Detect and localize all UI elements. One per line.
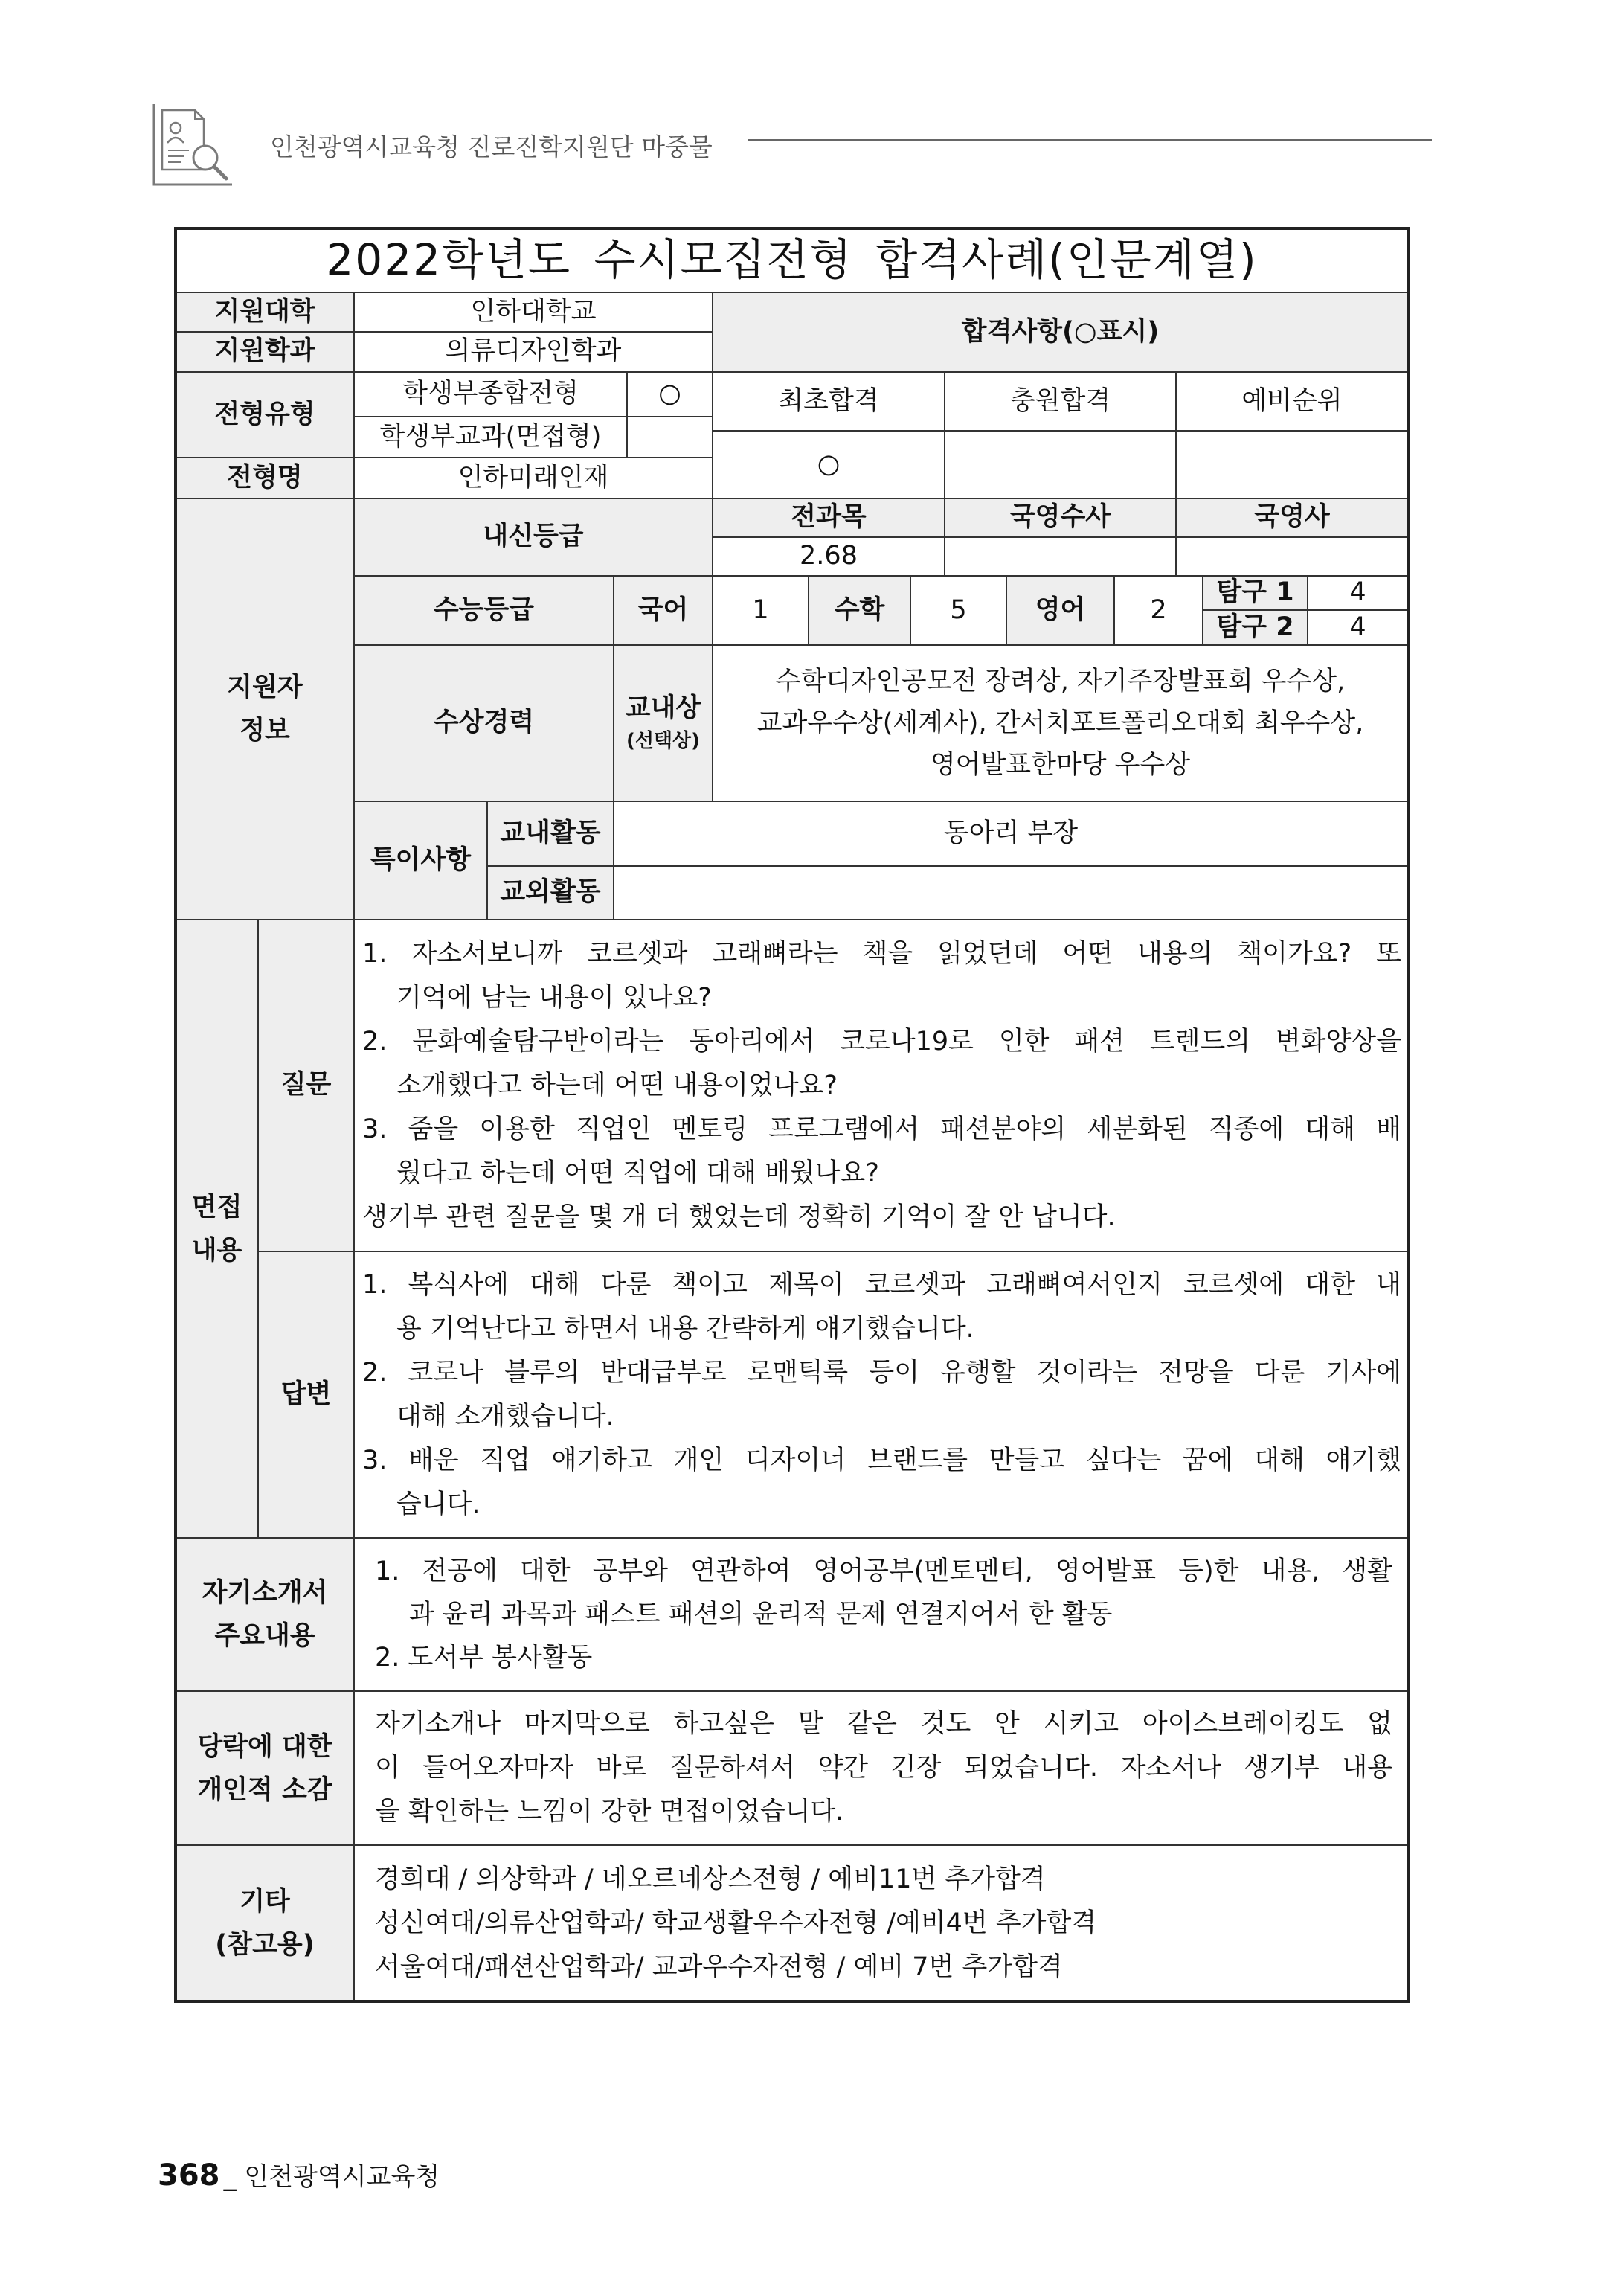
gpa-value-kes — [1175, 536, 1409, 577]
self-intro-1-line-1: 1. 전공에 대한 공부와 연관하여 영어공부(멘토멘티, 영어발표 등)한 내용, 생활 — [375, 1556, 1392, 1586]
self-intro-content — [353, 1537, 1409, 1692]
university-label: 지원대학 — [175, 292, 355, 333]
csat-inquiry-2-value: 4 — [1307, 609, 1409, 646]
impression-line-3: 을 확인하는 느낌이 강한 면접이었습니다. — [375, 1797, 844, 1827]
awards-label: 수상경력 — [353, 644, 614, 802]
answer-2-line-1: 2. 코로나 블루의 반대급부로 로맨틱룩 등이 유행할 것이라는 전망을 다룬 기사에 — [362, 1357, 1401, 1388]
awards-category-label: 교내상 — [625, 693, 701, 723]
csat-inquiry-1-value: 4 — [1307, 575, 1409, 611]
gpa-label: 내신등급 — [353, 498, 713, 577]
awards-category — [613, 644, 713, 802]
admission-type-1: 학생부종합전형 — [353, 371, 628, 417]
title-cell — [175, 228, 1409, 293]
other-label-line-1: 기타 — [240, 1887, 290, 1917]
result-col-additional: 충원합격 — [944, 371, 1177, 432]
applicant-info-label-line-2: 정보 — [240, 716, 290, 745]
admission-type-label: 전형유형 — [175, 371, 355, 458]
interview-label-line-2: 내용 — [191, 1235, 242, 1266]
result-mark-additional — [944, 430, 1177, 499]
gpa-col-all: 전과목 — [712, 498, 945, 538]
csat-korean-label: 국어 — [613, 575, 713, 646]
applicant-info-label-line-1: 지원자 — [227, 673, 303, 702]
awards-line: 수학디자인공모전 장려상, 자기주장발표회 우수상, — [775, 667, 1346, 696]
header-divider — [748, 139, 1432, 141]
impression-line-1: 자기소개나 마지막으로 하고싶은 말 같은 것도 안 시키고 아이스브레이킹도 없 — [375, 1709, 1392, 1739]
result-mark-waitlist — [1175, 430, 1409, 499]
question-2-line-2: 소개했다고 하는데 어떤 내용이었나요? — [396, 1070, 838, 1100]
gpa-col-kes: 국영사 — [1175, 498, 1409, 538]
self-intro-2-line-1: 2. 도서부 봉사활동 — [375, 1643, 593, 1673]
other-line-3: 서울여대/패션산업학과/ 교과우수자전형 / 예비 7번 추가합격 — [375, 1952, 1063, 1982]
other-label-line-2: (참고용) — [215, 1930, 315, 1960]
answer-3-line-1: 3. 배운 직업 얘기하고 개인 디자이너 브랜드를 만들고 싶다는 꿈에 대해 얘기했 — [362, 1445, 1401, 1475]
gpa-value-all: 2.68 — [712, 536, 945, 577]
impression-line-2: 이 들어오자마자 바로 질문하셔서 약간 긴장 되었습니다. 자소서나 생기부 내용 — [375, 1753, 1392, 1783]
csat-label: 수능등급 — [353, 575, 614, 646]
admission-type-1-mark: ○ — [626, 371, 713, 417]
question-3-line-1: 3. 줌을 이용한 직업인 멘토링 프로그램에서 패션분야의 세분화된 직종에 대해 배 — [362, 1114, 1401, 1144]
impression-label-line-1: 당락에 대한 — [197, 1731, 332, 1762]
csat-english-value: 2 — [1113, 575, 1203, 646]
answer-3-line-2: 습니다. — [396, 1489, 481, 1519]
admission-name-label: 전형명 — [175, 457, 355, 499]
result-mark-initial: ○ — [712, 430, 945, 499]
in-school-activity-label: 교내활동 — [486, 801, 614, 867]
gpa-col-kems: 국영수사 — [944, 498, 1177, 538]
answer-1-line-1: 1. 복식사에 대해 다룬 책이고 제목이 코르셋과 고래뼈여서인지 코르셋에 대한 내 — [362, 1269, 1401, 1300]
applicant-info-label — [175, 498, 355, 920]
in-school-activity-value: 동아리 부장 — [613, 801, 1409, 867]
header-org-text: 인천광역시교육청 진로진학지원단 마중물 — [270, 132, 713, 161]
gpa-value-kems — [944, 536, 1177, 577]
page-footer — [158, 2158, 440, 2193]
result-col-waitlist: 예비순위 — [1175, 371, 1409, 432]
department-value: 의류디자인학과 — [353, 331, 713, 373]
document-search-icon — [152, 104, 232, 187]
interview-label — [175, 919, 259, 1539]
impression-label — [175, 1690, 355, 1846]
out-school-activity-label: 교외활동 — [486, 865, 614, 920]
special-notes-label: 특이사항 — [353, 801, 488, 920]
out-school-activity-value — [613, 865, 1409, 920]
answers-label: 답변 — [257, 1251, 355, 1539]
interview-label-line-1: 면접 — [191, 1192, 242, 1222]
csat-korean-value: 1 — [712, 575, 809, 646]
other-content — [353, 1844, 1409, 2002]
awards-category-note: (선택상) — [626, 730, 701, 752]
csat-inquiry-2-label: 탐구 2 — [1202, 609, 1308, 646]
awards-line: 영어발표한마당 우수상 — [930, 750, 1191, 780]
other-line-2: 성신여대/의류산업학과/ 학교생활우수자전형 /예비4번 추가합격 — [375, 1908, 1097, 1938]
question-1-line-1: 1. 자소서보니까 코르셋과 고래뼈라는 책을 읽었던데 어떤 내용의 책이가요? 또 — [362, 938, 1401, 969]
university-value: 인하대학교 — [353, 292, 713, 333]
page-title: 2022학년도 수시모집전형 합격사례(인문계열) — [326, 234, 1258, 286]
awards-line: 교과우수상(세계사), 간서치포트폴리오대회 최우수상, — [756, 708, 1364, 738]
awards-content — [712, 644, 1409, 802]
self-intro-1-line-2: 과 윤리 과목과 패스트 패션의 윤리적 문제 연결지어서 한 활동 — [409, 1600, 1113, 1629]
answer-1-line-2: 용 기억난다고 하면서 내용 간략하게 얘기했습니다. — [396, 1313, 974, 1344]
answers-content — [353, 1251, 1409, 1539]
admission-name-value: 인하미래인재 — [353, 457, 713, 499]
self-intro-label — [175, 1537, 355, 1692]
questions-note: 생기부 관련 질문을 몇 개 더 했었는데 정확히 기억이 잘 안 납니다. — [362, 1202, 1116, 1232]
admission-type-2-mark — [626, 416, 713, 458]
footer-publisher: _ 인천광역시교육청 — [223, 2162, 440, 2192]
answer-2-line-2: 대해 소개했습니다. — [396, 1401, 614, 1431]
csat-math-value: 5 — [910, 575, 1007, 646]
questions-content — [353, 919, 1409, 1252]
page-number: 368 — [158, 2158, 220, 2193]
self-intro-label-line-2: 주요내용 — [214, 1621, 315, 1651]
csat-math-label: 수학 — [808, 575, 911, 646]
self-intro-label-line-1: 자기소개서 — [202, 1578, 328, 1608]
csat-english-label: 영어 — [1006, 575, 1115, 646]
csat-inquiry-1-label: 탐구 1 — [1202, 575, 1308, 611]
admission-type-2: 학생부교과(면접형) — [353, 416, 628, 458]
other-line-1: 경희대 / 의상학과 / 네오르네상스전형 / 예비11번 추가합격 — [375, 1864, 1046, 1894]
department-label: 지원학과 — [175, 331, 355, 373]
questions-label: 질문 — [257, 919, 355, 1252]
question-3-line-2: 웠다고 하는데 어떤 직업에 대해 배웠나요? — [396, 1158, 879, 1188]
question-2-line-1: 2. 문화예술탐구반이라는 동아리에서 코로나19로 인한 패션 트렌드의 변화양상을 — [362, 1026, 1401, 1056]
impression-label-line-2: 개인적 소감 — [197, 1774, 332, 1805]
result-header: 합격사항(○표시) — [712, 292, 1409, 373]
result-col-initial: 최초합격 — [712, 371, 945, 432]
question-1-line-2: 기억에 남는 내용이 있나요? — [396, 982, 712, 1013]
other-label — [175, 1844, 355, 2002]
impression-content — [353, 1690, 1409, 1846]
